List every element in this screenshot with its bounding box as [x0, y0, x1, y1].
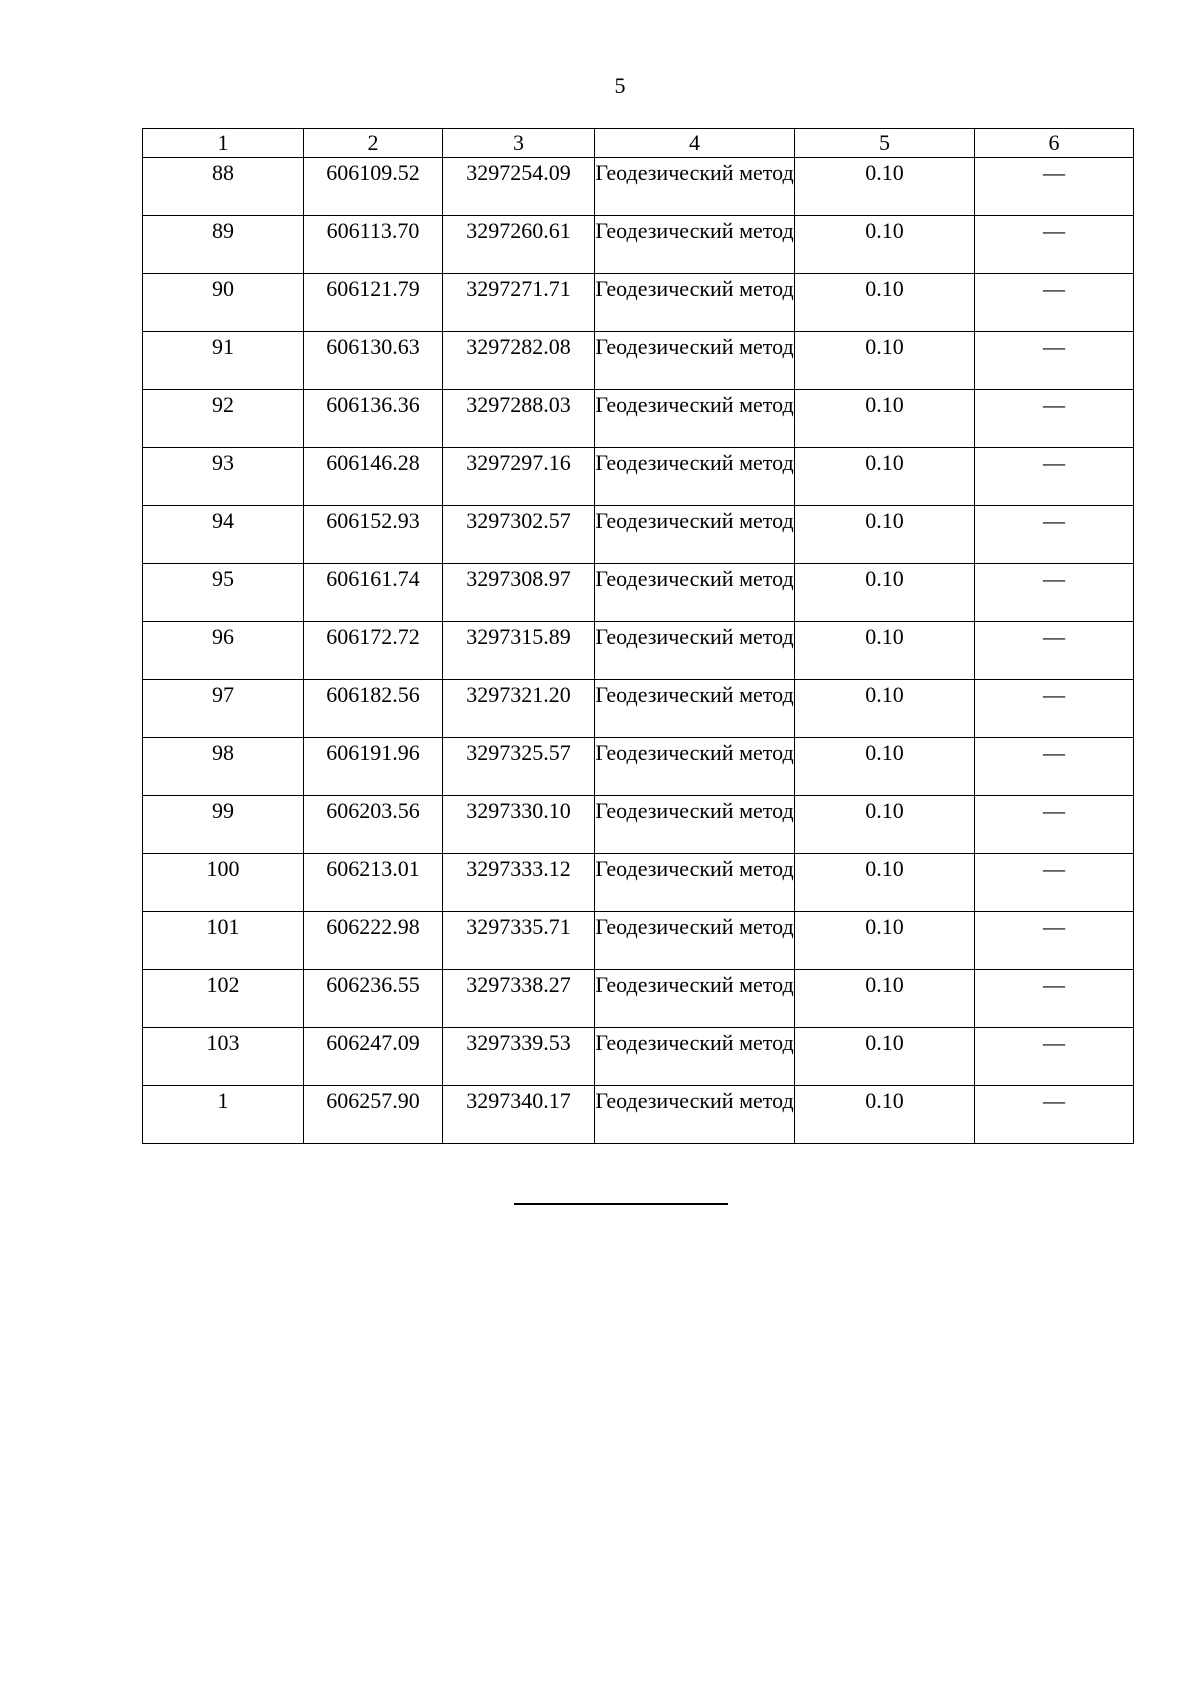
x-coordinate-cell: 606222.98	[304, 912, 443, 970]
method-cell: Геодезический метод	[595, 564, 795, 622]
accuracy-cell: 0.10	[795, 622, 975, 680]
accuracy-cell: 0.10	[795, 680, 975, 738]
column-header: 2	[304, 129, 443, 158]
point-number-cell: 103	[143, 1028, 304, 1086]
x-coordinate-cell: 606213.01	[304, 854, 443, 912]
y-coordinate-cell: 3297282.08	[443, 332, 595, 390]
y-coordinate-cell: 3297315.89	[443, 622, 595, 680]
table-row	[143, 506, 1134, 564]
table-row	[143, 622, 1134, 680]
method-cell: Геодезический метод	[595, 448, 795, 506]
accuracy-cell: 0.10	[795, 506, 975, 564]
note-cell: —	[975, 390, 1134, 448]
y-coordinate-cell: 3297339.53	[443, 1028, 595, 1086]
table-row	[143, 854, 1134, 912]
table-row	[143, 448, 1134, 506]
method-cell: Геодезический метод	[595, 158, 795, 216]
y-coordinate-cell: 3297260.61	[443, 216, 595, 274]
table-row	[143, 1028, 1134, 1086]
accuracy-cell: 0.10	[795, 216, 975, 274]
point-number-cell: 92	[143, 390, 304, 448]
accuracy-cell: 0.10	[795, 390, 975, 448]
accuracy-cell: 0.10	[795, 1028, 975, 1086]
method-cell: Геодезический метод	[595, 216, 795, 274]
table-row	[143, 158, 1134, 216]
x-coordinate-cell: 606203.56	[304, 796, 443, 854]
point-number-cell: 93	[143, 448, 304, 506]
table-row	[143, 1086, 1134, 1144]
method-cell: Геодезический метод	[595, 390, 795, 448]
table-row	[143, 216, 1134, 274]
point-number-cell: 91	[143, 332, 304, 390]
y-coordinate-cell: 3297302.57	[443, 506, 595, 564]
x-coordinate-cell: 606161.74	[304, 564, 443, 622]
y-coordinate-cell: 3297254.09	[443, 158, 595, 216]
accuracy-cell: 0.10	[795, 448, 975, 506]
table-row	[143, 564, 1134, 622]
method-cell: Геодезический метод	[595, 796, 795, 854]
y-coordinate-cell: 3297338.27	[443, 970, 595, 1028]
accuracy-cell: 0.10	[795, 912, 975, 970]
x-coordinate-cell: 606152.93	[304, 506, 443, 564]
point-number-cell: 101	[143, 912, 304, 970]
note-cell: —	[975, 796, 1134, 854]
y-coordinate-cell: 3297325.57	[443, 738, 595, 796]
note-cell: —	[975, 622, 1134, 680]
note-cell: —	[975, 564, 1134, 622]
column-header: 3	[443, 129, 595, 158]
x-coordinate-cell: 606191.96	[304, 738, 443, 796]
accuracy-cell: 0.10	[795, 854, 975, 912]
method-cell: Геодезический метод	[595, 622, 795, 680]
point-number-cell: 96	[143, 622, 304, 680]
y-coordinate-cell: 3297321.20	[443, 680, 595, 738]
note-cell: —	[975, 274, 1134, 332]
table-header-row	[143, 129, 1134, 158]
point-number-cell: 97	[143, 680, 304, 738]
y-coordinate-cell: 3297335.71	[443, 912, 595, 970]
point-number-cell: 1	[143, 1086, 304, 1144]
note-cell: —	[975, 738, 1134, 796]
accuracy-cell: 0.10	[795, 1086, 975, 1144]
y-coordinate-cell: 3297271.71	[443, 274, 595, 332]
method-cell: Геодезический метод	[595, 1028, 795, 1086]
y-coordinate-cell: 3297340.17	[443, 1086, 595, 1144]
note-cell: —	[975, 680, 1134, 738]
note-cell: —	[975, 912, 1134, 970]
point-number-cell: 94	[143, 506, 304, 564]
x-coordinate-cell: 606172.72	[304, 622, 443, 680]
accuracy-cell: 0.10	[795, 564, 975, 622]
note-cell: —	[975, 854, 1134, 912]
note-cell: —	[975, 158, 1134, 216]
y-coordinate-cell: 3297288.03	[443, 390, 595, 448]
x-coordinate-cell: 606236.55	[304, 970, 443, 1028]
x-coordinate-cell: 606182.56	[304, 680, 443, 738]
table-row	[143, 390, 1134, 448]
note-cell: —	[975, 216, 1134, 274]
note-cell: —	[975, 332, 1134, 390]
y-coordinate-cell: 3297297.16	[443, 448, 595, 506]
x-coordinate-cell: 606109.52	[304, 158, 443, 216]
x-coordinate-cell: 606130.63	[304, 332, 443, 390]
x-coordinate-cell: 606146.28	[304, 448, 443, 506]
column-header: 1	[143, 129, 304, 158]
point-number-cell: 95	[143, 564, 304, 622]
column-header: 5	[795, 129, 975, 158]
table-row	[143, 796, 1134, 854]
y-coordinate-cell: 3297308.97	[443, 564, 595, 622]
method-cell: Геодезический метод	[595, 506, 795, 564]
accuracy-cell: 0.10	[795, 158, 975, 216]
note-cell: —	[975, 506, 1134, 564]
method-cell: Геодезический метод	[595, 1086, 795, 1144]
method-cell: Геодезический метод	[595, 912, 795, 970]
accuracy-cell: 0.10	[795, 738, 975, 796]
method-cell: Геодезический метод	[595, 332, 795, 390]
x-coordinate-cell: 606121.79	[304, 274, 443, 332]
note-cell: —	[975, 970, 1134, 1028]
method-cell: Геодезический метод	[595, 738, 795, 796]
table-row	[143, 332, 1134, 390]
page-number: 5	[614, 73, 626, 98]
table-row	[143, 274, 1134, 332]
method-cell: Геодезический метод	[595, 970, 795, 1028]
accuracy-cell: 0.10	[795, 796, 975, 854]
point-number-cell: 88	[143, 158, 304, 216]
accuracy-cell: 0.10	[795, 970, 975, 1028]
column-header: 4	[595, 129, 795, 158]
table-body	[143, 158, 1134, 1144]
column-header: 6	[975, 129, 1134, 158]
method-cell: Геодезический метод	[595, 680, 795, 738]
point-number-cell: 102	[143, 970, 304, 1028]
method-cell: Геодезический метод	[595, 854, 795, 912]
point-number-cell: 90	[143, 274, 304, 332]
note-cell: —	[975, 1028, 1134, 1086]
accuracy-cell: 0.10	[795, 274, 975, 332]
table-row	[143, 738, 1134, 796]
table-row	[143, 912, 1134, 970]
accuracy-cell: 0.10	[795, 332, 975, 390]
table-row	[143, 970, 1134, 1028]
y-coordinate-cell: 3297330.10	[443, 796, 595, 854]
coordinates-table	[142, 128, 1134, 1144]
x-coordinate-cell: 606247.09	[304, 1028, 443, 1086]
note-cell: —	[975, 1086, 1134, 1144]
x-coordinate-cell: 606136.36	[304, 390, 443, 448]
point-number-cell: 100	[143, 854, 304, 912]
table-row	[143, 680, 1134, 738]
y-coordinate-cell: 3297333.12	[443, 854, 595, 912]
note-cell: —	[975, 448, 1134, 506]
x-coordinate-cell: 606257.90	[304, 1086, 443, 1144]
point-number-cell: 89	[143, 216, 304, 274]
point-number-cell: 98	[143, 738, 304, 796]
end-of-document-rule	[514, 1203, 728, 1205]
method-cell: Геодезический метод	[595, 274, 795, 332]
x-coordinate-cell: 606113.70	[304, 216, 443, 274]
point-number-cell: 99	[143, 796, 304, 854]
